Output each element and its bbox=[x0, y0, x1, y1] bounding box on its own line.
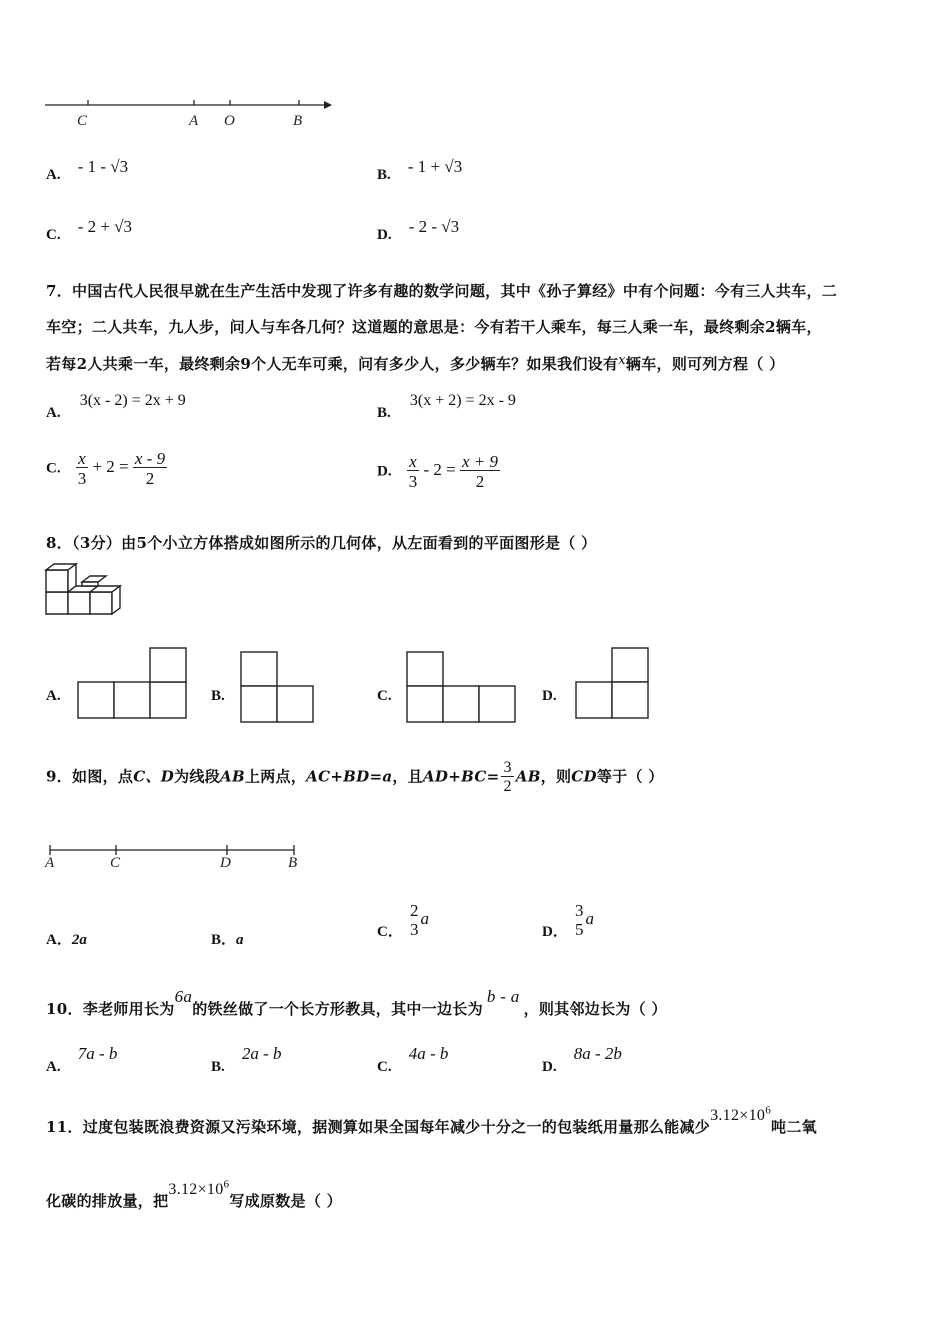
option-label: C. bbox=[377, 1059, 392, 1075]
option-label: D. bbox=[542, 688, 557, 704]
segment-figure bbox=[44, 842, 306, 874]
segment-b-label: B bbox=[288, 855, 298, 871]
segment-d-label: D bbox=[220, 855, 231, 871]
option-label: D. bbox=[377, 463, 392, 480]
option-label: C. bbox=[46, 460, 61, 477]
option-label: D． bbox=[542, 923, 568, 940]
frac-num: 3 bbox=[503, 759, 512, 776]
number-line-figure bbox=[40, 92, 340, 134]
option-var: a bbox=[585, 908, 594, 928]
q10-len: 6a bbox=[174, 987, 193, 1006]
frac-num: x bbox=[78, 449, 86, 468]
q10-stem: 10．李老师用长为6a的铁丝做了一个长方形教具，其中一边长为b - a，则其邻边长为（ ） bbox=[46, 987, 667, 1018]
q9-stem: 9．如图，点C、D为线段AB上两点，AC+BD=a，且AD+BC= $\frac{3}{2}$ AB，则CD等于（ ） bbox=[46, 759, 664, 795]
option-label: D. bbox=[377, 227, 392, 243]
sci-exponent: 6 bbox=[765, 1104, 772, 1117]
option-expr: 8a - 2b bbox=[573, 1044, 622, 1063]
option-expr: a bbox=[236, 932, 244, 948]
option-label: A. bbox=[46, 688, 61, 704]
segment-c-label: C bbox=[110, 855, 121, 871]
option-expr: 3(x - 2) = 2x + 9 bbox=[79, 392, 186, 409]
frac-den: 3 bbox=[77, 469, 87, 488]
q7-option-b[interactable] bbox=[377, 390, 516, 421]
option-label: D. bbox=[542, 1059, 557, 1075]
q7-line-2: 车空；二人共车，九人步，问人与车各几何？这道题的意思是：今有若干人乘车，每三人乘一车，最终剩余2辆车， bbox=[46, 318, 822, 336]
segment-a-label: A bbox=[45, 855, 55, 871]
q6-option-a[interactable] bbox=[46, 157, 129, 184]
view-figure-a bbox=[76, 646, 221, 722]
view-figure-d bbox=[574, 646, 654, 722]
point-c-label: C bbox=[77, 113, 88, 129]
q10-option-d[interactable] bbox=[542, 1044, 622, 1075]
option-expr: 3(x + 2) = 2x - 9 bbox=[409, 392, 516, 409]
option-label: A. bbox=[46, 1059, 61, 1075]
sci-exponent: 6 bbox=[223, 1178, 230, 1191]
point-o-label: O bbox=[224, 113, 235, 129]
q7-line-3a: 若每2人共乘一车，最终剩余9个人无车可乘，问有多少人，多少辆车？如果我们设有 bbox=[46, 355, 619, 373]
q8-stem: 8．（3分）由5个小立方体搭成如图所示的几何体，从左面看到的平面图形是（ ） bbox=[46, 534, 597, 552]
frac-num: x - 9 bbox=[134, 449, 166, 468]
option-label: B. bbox=[377, 167, 391, 183]
q7-line-3b: 辆车，则可列方程（ ） bbox=[625, 355, 785, 373]
frac-num: 3 bbox=[574, 901, 584, 920]
frac-den: 2 bbox=[503, 778, 512, 795]
option-expr: 2a bbox=[71, 932, 87, 948]
q7-var: x bbox=[618, 353, 626, 368]
view-figure-c bbox=[405, 650, 550, 726]
option-expr: - 1 + √3 bbox=[407, 157, 463, 176]
option-label: C. bbox=[377, 688, 392, 704]
sci-mantissa: 3.12×10 bbox=[168, 1181, 224, 1198]
option-label: A. bbox=[46, 405, 61, 421]
q7-option-d[interactable] bbox=[377, 453, 500, 490]
option-mid: + 2 = bbox=[92, 457, 129, 477]
cube-solid-figure bbox=[44, 562, 130, 618]
q9-option-d[interactable] bbox=[542, 902, 594, 938]
q10-option-a[interactable] bbox=[46, 1044, 118, 1075]
q6-option-c[interactable] bbox=[46, 217, 133, 244]
q7-line-3 bbox=[46, 353, 784, 374]
option-expr: - 2 + √3 bbox=[77, 217, 133, 236]
point-a-label: A bbox=[189, 113, 199, 129]
option-mid: - 2 = bbox=[423, 460, 456, 480]
q10-option-c[interactable] bbox=[377, 1044, 449, 1075]
view-figure-b bbox=[239, 650, 319, 726]
q7-option-a[interactable] bbox=[46, 390, 186, 421]
q9-option-b[interactable] bbox=[211, 928, 244, 949]
option-label: C． bbox=[377, 923, 403, 940]
q10-side: b - a bbox=[486, 987, 520, 1006]
option-label: C. bbox=[46, 227, 61, 243]
frac-num: 2 bbox=[409, 901, 419, 920]
sci-mantissa: 3.12×10 bbox=[710, 1107, 766, 1124]
option-expr: 7a - b bbox=[77, 1044, 118, 1063]
option-label: A． bbox=[46, 932, 72, 948]
point-b-label: B bbox=[293, 113, 303, 129]
q9-option-a[interactable] bbox=[46, 928, 87, 949]
frac-den: 3 bbox=[408, 472, 418, 491]
q9-option-c[interactable] bbox=[377, 902, 429, 938]
option-label: B. bbox=[377, 405, 391, 421]
q11-line-2: 化碳的排放量，把$3.12\times 10^6$写成原数是（ ） bbox=[46, 1178, 342, 1210]
frac-den: 2 bbox=[460, 470, 500, 490]
option-label: B． bbox=[211, 932, 237, 948]
frac-den: 5 bbox=[574, 920, 584, 939]
q11-line-1: 11．过度包装既浪费资源又污染环境，据测算如果全国每年减少十分之一的包装纸用量那么能减少$3.12\times 10^6$吨二氧 bbox=[46, 1104, 817, 1136]
frac-num: x + 9 bbox=[461, 452, 498, 471]
frac-den: 2 bbox=[133, 467, 167, 487]
frac-den: 3 bbox=[409, 920, 419, 939]
q6-option-d[interactable] bbox=[377, 217, 460, 244]
q7-line-1: 7．中国古代人民很早就在生产生活中发现了许多有趣的数学问题，其中《孙子算经》中有个问题：今有三人共车，二 bbox=[46, 282, 838, 300]
q10-option-b[interactable] bbox=[211, 1044, 282, 1075]
frac-num: x bbox=[409, 452, 417, 471]
option-label: B. bbox=[211, 688, 225, 704]
option-label: B. bbox=[211, 1059, 225, 1075]
q7-option-c[interactable] bbox=[46, 450, 167, 487]
q6-option-b[interactable] bbox=[377, 157, 463, 184]
option-expr: - 2 - √3 bbox=[408, 217, 460, 236]
option-label: A. bbox=[46, 167, 61, 183]
option-expr: - 1 - √3 bbox=[77, 157, 129, 176]
option-var: a bbox=[420, 908, 429, 928]
option-expr: 2a - b bbox=[241, 1044, 282, 1063]
option-expr: 4a - b bbox=[408, 1044, 449, 1063]
